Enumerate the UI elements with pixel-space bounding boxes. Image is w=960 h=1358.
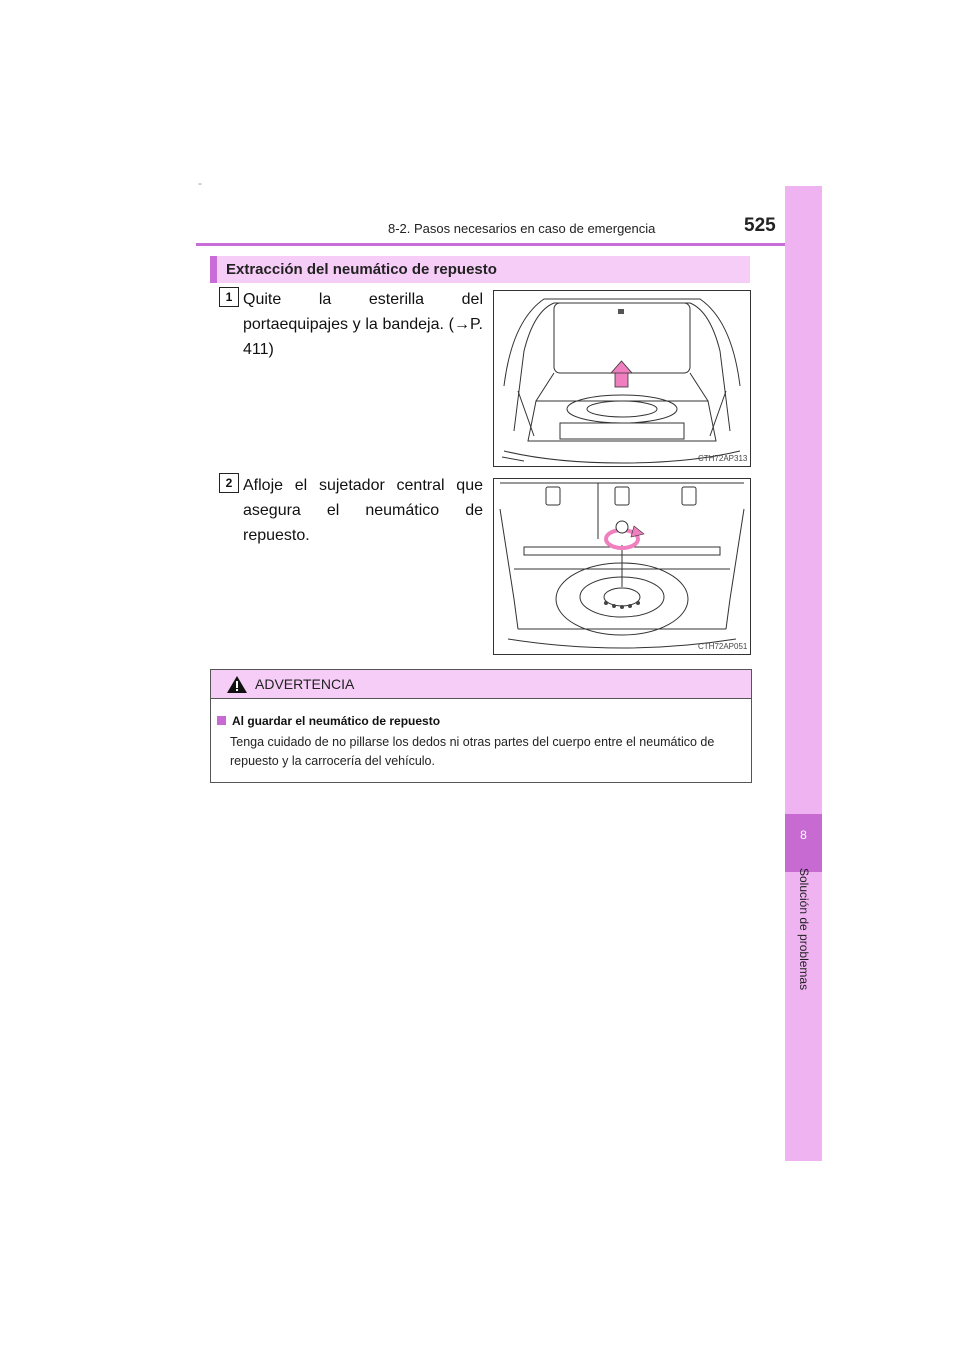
chapter-label: Solución de problemas xyxy=(797,868,811,991)
section-title: Extracción del neumático de repuesto xyxy=(226,261,497,278)
step-1-number: 1 xyxy=(219,287,239,307)
section-accent xyxy=(210,256,217,283)
header-rule xyxy=(196,243,821,246)
running-header: 8-2. Pasos necesarios en caso de emergencia xyxy=(388,221,656,236)
bullet-square-icon xyxy=(217,716,226,725)
warning-subheading xyxy=(217,714,440,728)
step-2-text: Afloje el sujetador central que asegura el neumático de repuesto. xyxy=(243,477,483,544)
figure-trunk-open xyxy=(493,290,751,467)
section-header xyxy=(210,256,750,283)
step-1-text: Quite la esterilla del portaequipajes y la bandeja. (→P. 411) xyxy=(243,291,483,358)
warning-triangle-icon xyxy=(227,676,247,693)
figure-1-code: CTH72AP313 xyxy=(698,454,748,463)
warning-body: Tenga cuidado de no pillarse los dedos ni otras partes del cuerpo entre el neumático de repuesto y la carrocería del vehículo. xyxy=(230,735,715,768)
header-dash: - xyxy=(198,176,202,190)
page-number: 525 xyxy=(744,215,776,236)
warning-box xyxy=(210,669,752,783)
spare-tire-illustration xyxy=(494,479,750,654)
warning-title: ADVERTENCIA xyxy=(255,676,355,692)
trunk-illustration xyxy=(494,291,750,466)
step-2-number: 2 xyxy=(219,473,239,493)
chapter-number: 8 xyxy=(800,828,807,842)
figure-spare-tire xyxy=(493,478,751,655)
chapter-number-box xyxy=(785,814,822,872)
warning-header xyxy=(211,670,751,699)
up-arrow-icon xyxy=(611,361,632,387)
chapter-side-tab xyxy=(785,186,822,1161)
warning-subheading-text: Al guardar el neumático de repuesto xyxy=(232,714,441,728)
figure-2-code: CTH72AP051 xyxy=(698,642,748,651)
